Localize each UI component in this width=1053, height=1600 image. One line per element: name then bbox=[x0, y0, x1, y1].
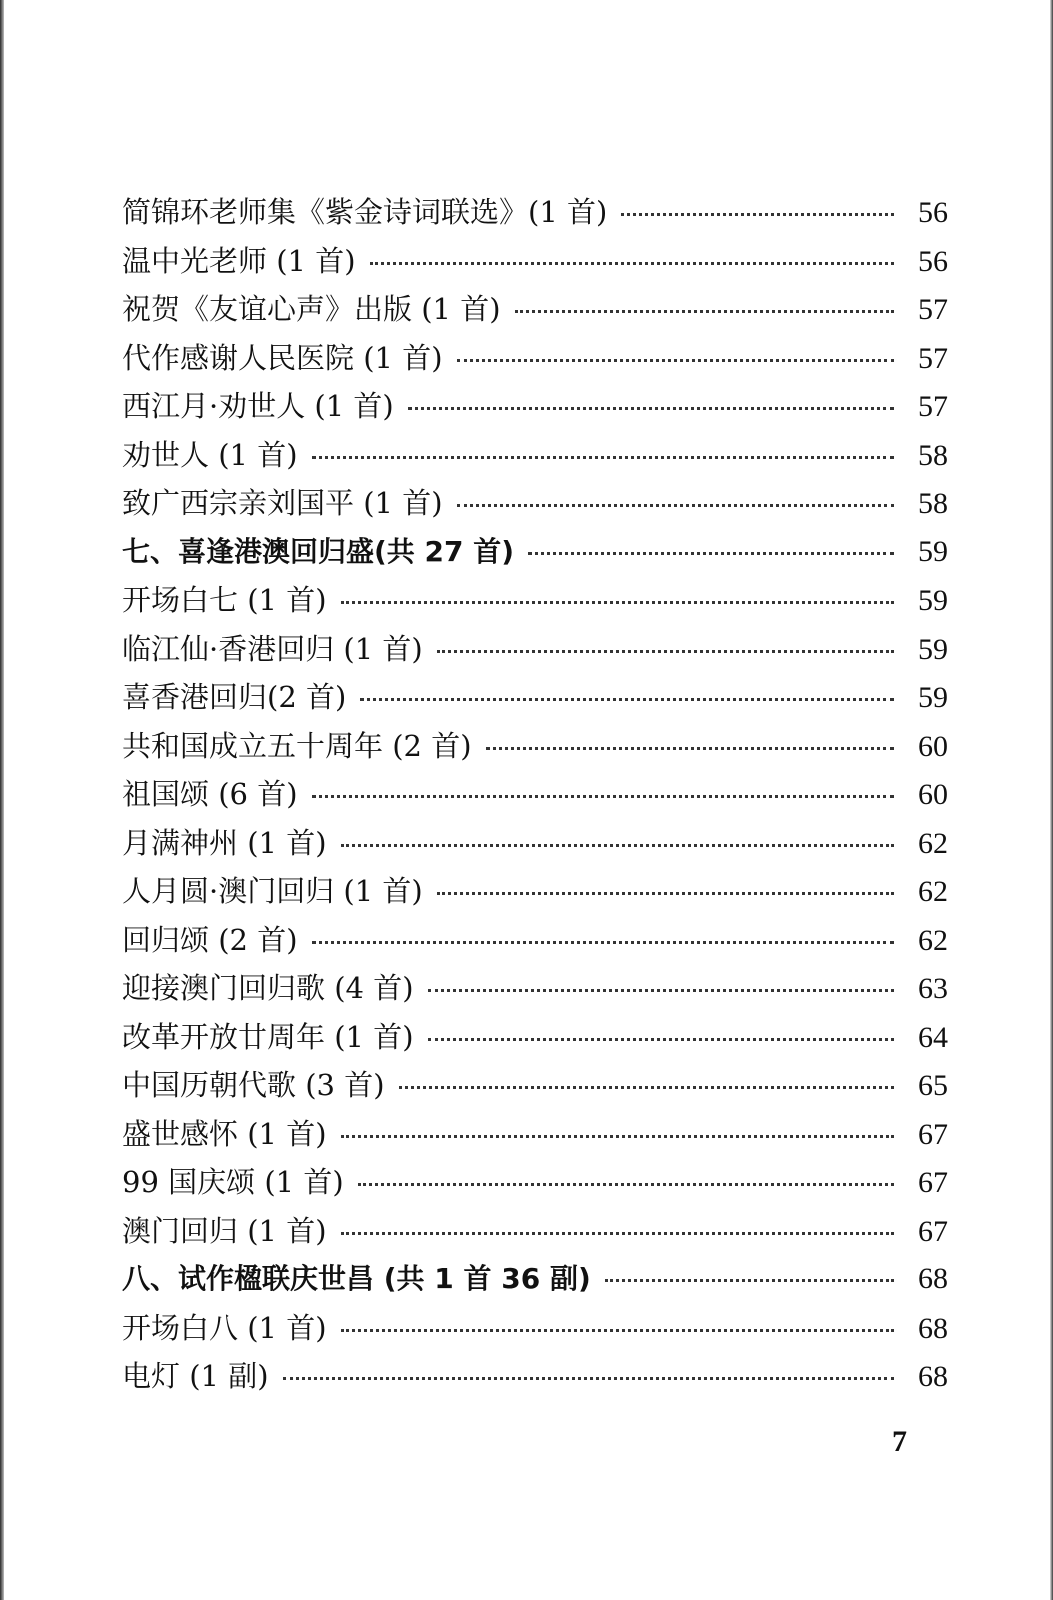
toc-entry-page-number: 57 bbox=[918, 293, 948, 326]
dot-leader bbox=[341, 1135, 894, 1138]
dot-leader bbox=[358, 1183, 894, 1186]
toc-entry-page-number: 62 bbox=[918, 875, 948, 908]
dot-leader bbox=[399, 1086, 894, 1089]
toc-entry bbox=[122, 285, 948, 334]
dot-leader bbox=[312, 456, 894, 459]
toc-entry-page-number: 57 bbox=[918, 341, 948, 375]
toc-entry-page-number: 56 bbox=[918, 244, 948, 278]
toc-entry bbox=[122, 1352, 948, 1401]
toc-entry bbox=[122, 673, 948, 722]
toc-entry-title: 澳门回归 (1 首) bbox=[122, 1213, 327, 1248]
dot-leader bbox=[370, 262, 894, 265]
toc-entry-page-number: 60 bbox=[918, 729, 948, 763]
dot-leader bbox=[283, 1377, 894, 1380]
toc-entry-title: 西江月·劝世人 (1 首) bbox=[122, 389, 394, 423]
toc-entry-page-number: 60 bbox=[918, 778, 948, 811]
toc-entry bbox=[122, 479, 948, 528]
toc-entry-title: 迎接澳门回归歌 (4 首) bbox=[122, 971, 414, 1005]
dot-leader bbox=[312, 795, 894, 798]
toc-entry bbox=[122, 819, 948, 868]
dot-leader bbox=[341, 601, 894, 604]
toc-entry-title: 月满神州 (1 首) bbox=[122, 825, 327, 860]
toc-entry-page-number: 58 bbox=[918, 438, 948, 472]
toc-section-heading bbox=[122, 1255, 948, 1304]
toc-entry-title: 温中光老师 (1 首) bbox=[122, 243, 356, 278]
dot-leader bbox=[408, 407, 894, 410]
page-edge-left bbox=[0, 0, 4, 1600]
dot-leader bbox=[360, 698, 894, 701]
toc-entry-title: 改革开放廿周年 (1 首) bbox=[122, 1019, 414, 1054]
toc-entry bbox=[122, 722, 948, 771]
toc-entry-title: 致广西宗亲刘国平 (1 首) bbox=[122, 486, 443, 520]
dot-leader bbox=[515, 310, 894, 313]
toc-entry bbox=[122, 964, 948, 1013]
toc-entry-title: 临江仙·香港回归 (1 首) bbox=[122, 631, 423, 666]
toc-entry-title: 劝世人 (1 首) bbox=[122, 437, 298, 472]
toc-entry-title: 人月圆·澳门回归 (1 首) bbox=[122, 874, 423, 908]
toc-entry-title: 代作感谢人民医院 (1 首) bbox=[122, 340, 443, 375]
toc-section-heading bbox=[122, 528, 948, 577]
page-number: 7 bbox=[892, 1425, 907, 1458]
dot-leader bbox=[428, 1038, 894, 1041]
toc-entry-page-number: 64 bbox=[918, 1020, 948, 1054]
toc-entry-page-number: 59 bbox=[918, 681, 948, 714]
toc-entry bbox=[122, 916, 948, 965]
toc-entry-title: 中国历朝代歌 (3 首) bbox=[122, 1068, 385, 1102]
toc-entry-page-number: 68 bbox=[918, 1311, 948, 1345]
toc-entry-title: 开场白八 (1 首) bbox=[122, 1310, 327, 1345]
toc-entry bbox=[122, 576, 948, 625]
dot-leader bbox=[457, 504, 894, 507]
toc-entry-page-number: 67 bbox=[918, 1214, 948, 1248]
toc-entry-page-number: 63 bbox=[918, 972, 948, 1005]
dot-leader bbox=[341, 844, 894, 847]
toc-entry bbox=[122, 770, 948, 819]
toc-entry-title: 七、喜逢港澳回归盛(共 27 首) bbox=[122, 534, 515, 568]
dot-leader bbox=[528, 552, 894, 555]
dot-leader bbox=[312, 941, 894, 944]
dot-leader bbox=[605, 1279, 894, 1282]
toc-entry bbox=[122, 1013, 948, 1062]
toc-entry-title: 共和国成立五十周年 (2 首) bbox=[122, 728, 472, 763]
toc-entry-title: 盛世感怀 (1 首) bbox=[122, 1116, 327, 1151]
toc-entry-page-number: 59 bbox=[918, 534, 948, 568]
toc-entry-title: 祖国颂 (6 首) bbox=[122, 777, 298, 811]
toc-entry-page-number: 68 bbox=[918, 1262, 948, 1295]
toc-entry-page-number: 58 bbox=[918, 487, 948, 520]
toc-entry-page-number: 62 bbox=[918, 923, 948, 957]
toc-entry-title: 祝贺《友谊心声》出版 (1 首) bbox=[122, 292, 501, 326]
dot-leader bbox=[341, 1232, 894, 1235]
toc-entry-title: 电灯 (1 副) bbox=[122, 1359, 269, 1393]
dot-leader bbox=[341, 1329, 894, 1332]
toc-entry bbox=[122, 1207, 948, 1256]
toc-entry-page-number: 57 bbox=[918, 390, 948, 423]
toc-entry bbox=[122, 382, 948, 431]
toc-entry-title: 八、试作楹联庆世昌 (共 1 首 36 副) bbox=[122, 1262, 591, 1295]
dot-leader bbox=[486, 747, 894, 750]
toc-entry-page-number: 68 bbox=[918, 1360, 948, 1393]
toc-entry bbox=[122, 334, 948, 383]
toc-entry-page-number: 56 bbox=[918, 196, 948, 229]
toc-entry-page-number: 59 bbox=[918, 584, 948, 617]
toc-entry-title: 回归颂 (2 首) bbox=[122, 922, 298, 957]
toc-entry bbox=[122, 1304, 948, 1353]
table-of-contents bbox=[122, 188, 948, 1401]
dot-leader bbox=[437, 650, 894, 653]
dot-leader bbox=[621, 213, 894, 216]
toc-entry-page-number: 65 bbox=[918, 1069, 948, 1102]
toc-entry-title: 99 国庆颂 (1 首) bbox=[122, 1165, 344, 1199]
toc-entry bbox=[122, 625, 948, 674]
toc-entry-page-number: 67 bbox=[918, 1166, 948, 1199]
dot-leader bbox=[428, 989, 894, 992]
toc-entry bbox=[122, 188, 948, 237]
toc-entry bbox=[122, 237, 948, 286]
toc-entry-title: 开场白七 (1 首) bbox=[122, 583, 327, 617]
dot-leader bbox=[437, 892, 894, 895]
toc-entry-page-number: 67 bbox=[918, 1117, 948, 1151]
toc-entry-title: 简锦环老师集《紫金诗词联选》(1 首) bbox=[122, 195, 608, 229]
toc-entry bbox=[122, 1110, 948, 1159]
toc-entry-title: 喜香港回归(2 首) bbox=[122, 680, 347, 714]
toc-entry bbox=[122, 431, 948, 480]
toc-entry-page-number: 59 bbox=[918, 632, 948, 666]
toc-entry bbox=[122, 867, 948, 916]
toc-entry bbox=[122, 1158, 948, 1207]
dot-leader bbox=[457, 359, 894, 362]
toc-entry bbox=[122, 1061, 948, 1110]
toc-entry-page-number: 62 bbox=[918, 826, 948, 860]
